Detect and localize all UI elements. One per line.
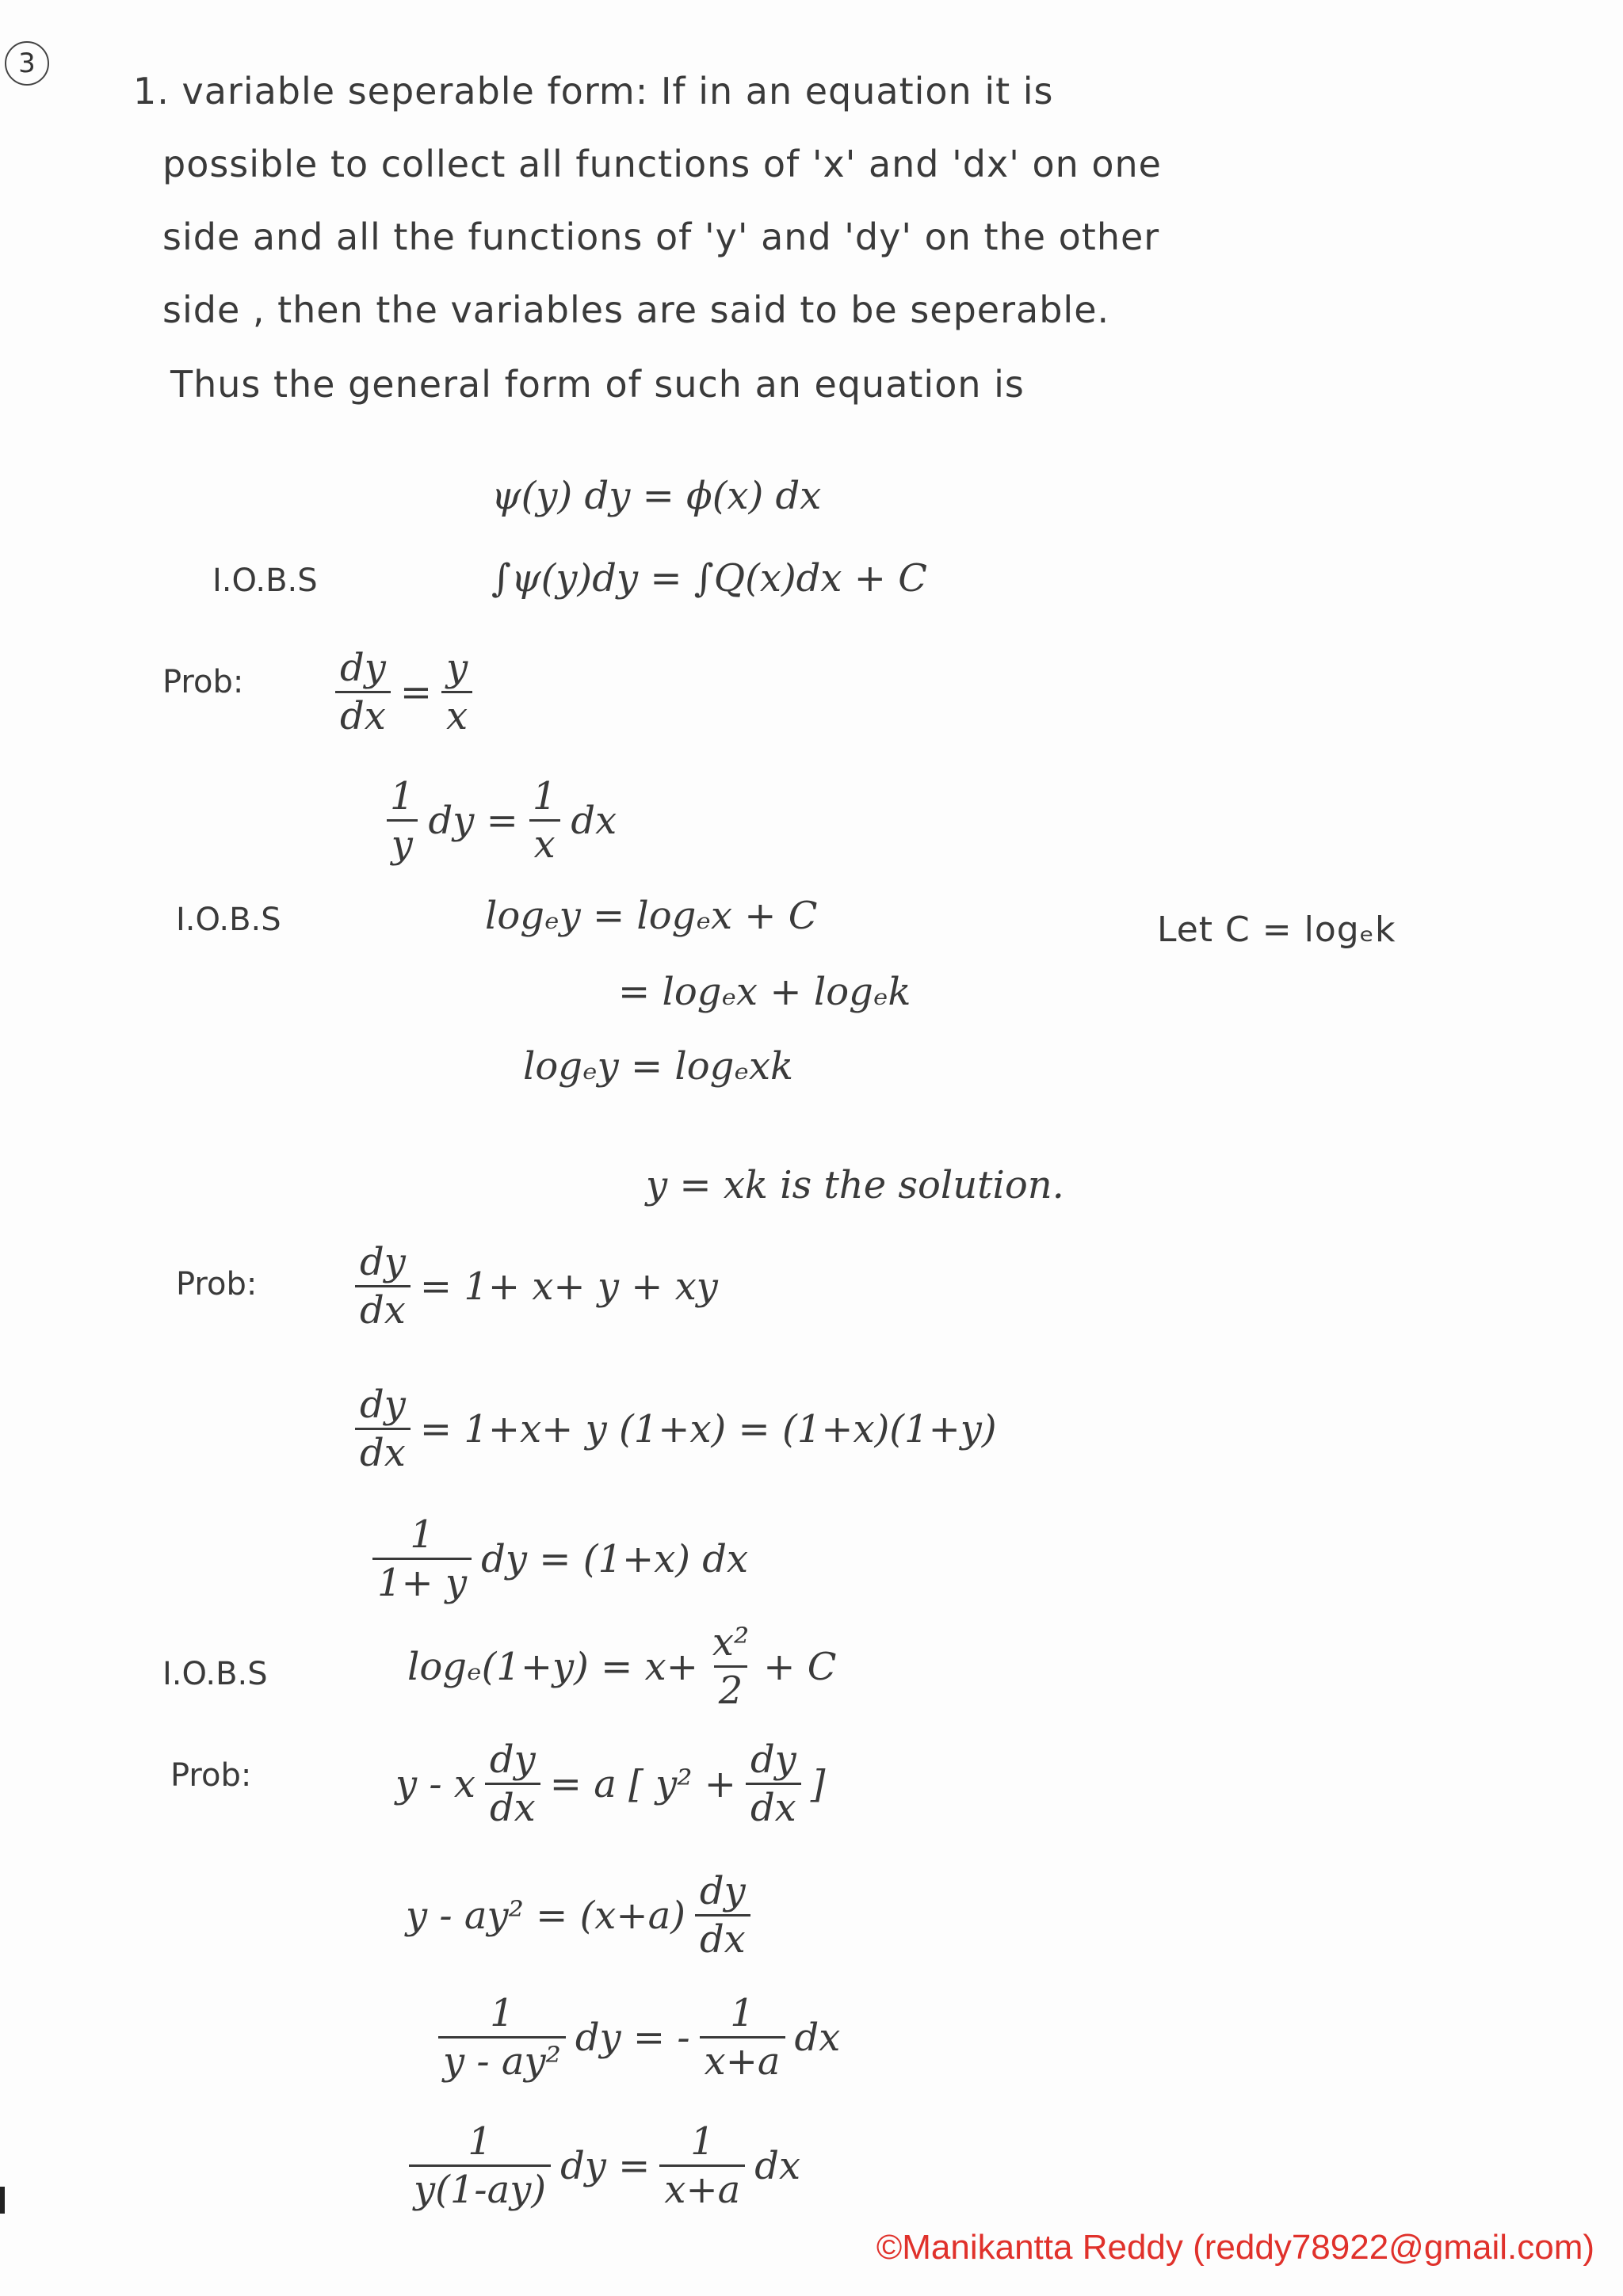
prob2-sep-den: 1+ y <box>372 1558 472 1603</box>
prob2-step1-num: dy <box>360 1383 406 1427</box>
intro-line-5: Thus the general form of such an equation is <box>170 363 1025 406</box>
prob3-step3-end: dx <box>754 2143 801 2188</box>
prob3-step3-den: y(1-ay) <box>409 2164 551 2210</box>
intro-line-2: possible to collect all functions of 'x' and 'dx' on one <box>162 143 1162 185</box>
prob3-label: Prob: <box>170 1757 252 1794</box>
prob1-step2: = logₑx + logₑk <box>618 970 911 1014</box>
prob3-step2-den2: x+a <box>700 2036 785 2081</box>
prob3-step2-mid: dy = - <box>575 2015 690 2060</box>
prob2-iobs-label: I.O.B.S <box>162 1656 268 1692</box>
prob3-equation <box>392 1737 829 1831</box>
prob1-solution: y = xk is the solution. <box>646 1163 1064 1207</box>
prob2-equation <box>349 1242 721 1331</box>
prob3-den: dx <box>485 1783 540 1828</box>
prob2-den: dx <box>355 1285 411 1330</box>
prob1-let-note: Let C = logₑk <box>1157 910 1396 950</box>
prob2-step1-den: dx <box>355 1428 411 1473</box>
prob3-num: dy <box>489 1737 536 1782</box>
copyright-watermark: ©Manikantta Reddy (reddy78922@gmail.com) <box>876 2228 1594 2267</box>
prob1-label: Prob: <box>162 664 244 700</box>
prob2-result-end: + C <box>763 1644 837 1689</box>
prob1-equation <box>329 648 479 737</box>
prob1-step1: logₑy = logₑx + C <box>485 894 818 938</box>
prob3-close: ] <box>810 1761 826 1806</box>
prob3-step2-num: 1 <box>490 1991 514 2035</box>
prob1-sep-end: dx <box>571 798 617 843</box>
prob1-separated <box>379 774 620 868</box>
prob2-result <box>404 1620 839 1714</box>
prob1-sep-a-num: 1 <box>390 774 414 818</box>
prob3-den2: dx <box>746 1783 801 1828</box>
prob1-rhs-den: x <box>441 691 472 736</box>
prob3-step3-num: 1 <box>468 2119 492 2164</box>
prob3-num2: dy <box>750 1737 796 1782</box>
prob3-step3-num2: 1 <box>690 2119 715 2164</box>
prob3-lhs: y - x <box>395 1761 475 1806</box>
prob3-step2-den: y - ay² <box>438 2036 566 2081</box>
prob1-equals: = <box>399 669 433 715</box>
prob2-label: Prob: <box>176 1266 258 1302</box>
margin-mark <box>0 2187 5 2214</box>
prob2-rhs: = 1+ x+ y + xy <box>419 1264 718 1309</box>
prob2-result-lhs: logₑ(1+y) = x+ <box>407 1644 698 1689</box>
prob1-sep-b-num: 1 <box>532 774 557 818</box>
prob3-step3-den2: x+a <box>659 2164 745 2210</box>
intro-line-3: side and all the functions of 'y' and 'dy' on the other <box>162 215 1160 258</box>
intro-line-4: side , then the variables are said to be seperable. <box>162 288 1110 331</box>
prob2-step1-rhs: = 1+x+ y (1+x) = (1+x)(1+y) <box>419 1406 997 1451</box>
prob2-sep-rhs: dy = (1+x) dx <box>481 1536 749 1581</box>
prob1-rhs-num: y <box>446 646 468 690</box>
prob3-step1-num: dy <box>699 1869 746 1913</box>
prob1-lhs-den: dx <box>335 691 391 736</box>
prob3-step1-den: dx <box>695 1914 750 1959</box>
prob1-sep-a-den: y <box>387 819 418 864</box>
prob1-iobs-label: I.O.B.S <box>176 902 281 938</box>
prob2-separated <box>366 1512 751 1606</box>
prob3-step2-end: dx <box>794 2015 841 2060</box>
prob2-result-den: 2 <box>714 1665 748 1711</box>
prob3-step2 <box>432 1993 843 2082</box>
intro-line-1: 1. variable seperable form: If in an equation it is <box>133 70 1054 113</box>
prob1-step3: logₑy = logₑxk <box>523 1044 794 1089</box>
page-number: 3 <box>5 41 49 86</box>
iobs-label: I.O.B.S <box>212 563 318 599</box>
prob3-step1 <box>403 1871 757 1960</box>
prob1-sep-b-den: x <box>529 819 560 864</box>
prob1-lhs-num: dy <box>340 646 386 690</box>
prob2-sep-num: 1 <box>410 1512 434 1557</box>
prob3-step2-num2: 1 <box>730 1991 754 2035</box>
integral-form-equation: ∫ψ(y)dy = ∫Q(x)dx + C <box>491 556 927 601</box>
prob3-step1-lhs: y - ay² = (x+a) <box>406 1893 685 1938</box>
prob1-sep-mid: dy = <box>428 798 518 843</box>
prob3-mid: = a [ y² + <box>549 1761 736 1806</box>
general-form-equation: ψ(y) dy = ϕ(x) dx <box>491 474 822 518</box>
prob3-step3 <box>403 2119 804 2213</box>
prob3-step3-mid: dy = <box>560 2143 651 2188</box>
prob2-num: dy <box>360 1240 406 1284</box>
prob2-result-num: x² <box>712 1620 750 1665</box>
prob2-step1 <box>349 1385 1000 1474</box>
